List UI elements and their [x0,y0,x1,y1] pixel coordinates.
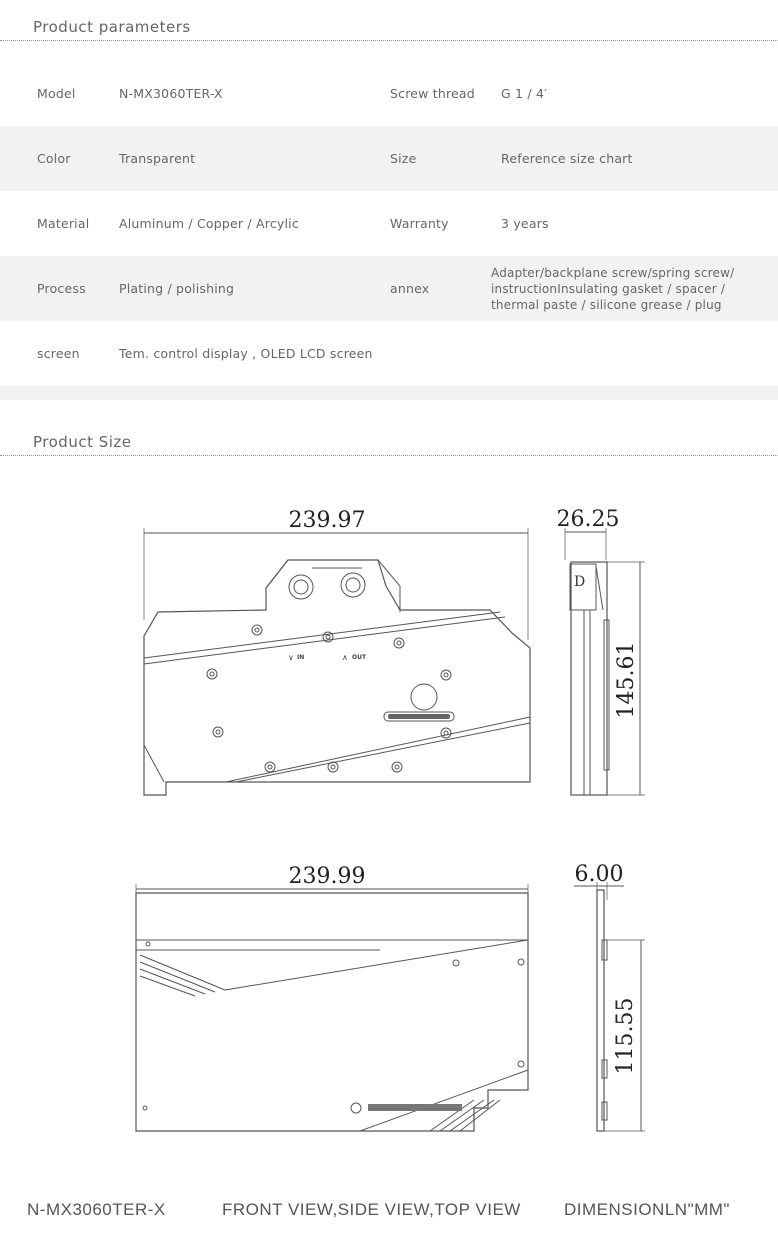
footer [0,1195,778,1225]
dimension-drawing [0,455,778,1185]
side-height-label: 145.61 [614,641,639,719]
material-label: Material [37,216,90,231]
process-label: Process [37,281,86,296]
table-row [0,321,778,386]
table-row [0,256,778,321]
parameter-table [0,61,778,400]
back-width-label: 239.99 [288,864,366,889]
footer-model: N-MX3060TER-X [27,1200,166,1219]
port-label-d: D [574,574,586,590]
port-out-label: OUT [352,654,367,661]
side-thickness-label: 26.25 [556,507,620,532]
annex-label: annex [390,281,430,296]
screw-thread-value: G 1 / 4′ [501,86,548,101]
front-width-label: 239.97 [288,508,366,533]
back-height-label: 115.55 [613,997,638,1075]
annex-line: Adapter/backplane screw/spring screw/ [491,265,735,280]
section-title: Product parameters [33,18,191,36]
screw-thread-label: Screw thread [390,86,475,101]
screen-label: screen [37,346,80,361]
annex-value [491,256,761,321]
footer-views: FRONT VIEW,SIDE VIEW,TOP VIEW [222,1200,521,1219]
process-value: Plating / polishing [119,281,235,296]
footer-unit: DIMENSIONLN"MM" [564,1200,730,1219]
product-parameters-header [0,0,778,41]
front-view [144,528,530,795]
model-value: N-MX3060TER-X [119,86,223,101]
annex-line: thermal paste / silicone grease / plug [491,297,722,312]
color-value: Transparent [119,151,196,166]
port-in-label: IN [297,654,305,661]
out-arrow-icon: ∧ [342,653,348,662]
warranty-label: Warranty [390,216,449,231]
front-screws [207,625,451,772]
model-label: Model [37,86,76,101]
annex-line: instructionInsulating gasket / spacer / [491,281,726,296]
back-view [136,884,528,1131]
back-thickness-label: 6.00 [574,862,624,887]
screen-value: Tem. control display , OLED LCD screen [119,346,373,361]
material-value: Aluminum / Copper / Arcylic [119,216,299,231]
product-size-header [0,415,778,456]
section-title: Product Size [33,433,132,451]
warranty-value: 3 years [501,216,549,231]
size-value: Reference size chart [501,151,633,166]
table-row [0,61,778,126]
in-arrow-icon: ∨ [288,653,294,662]
table-row [0,126,778,191]
color-label: Color [37,151,71,166]
table-row [0,191,778,256]
size-label: Size [390,151,417,166]
table-row-spacer [0,386,778,400]
